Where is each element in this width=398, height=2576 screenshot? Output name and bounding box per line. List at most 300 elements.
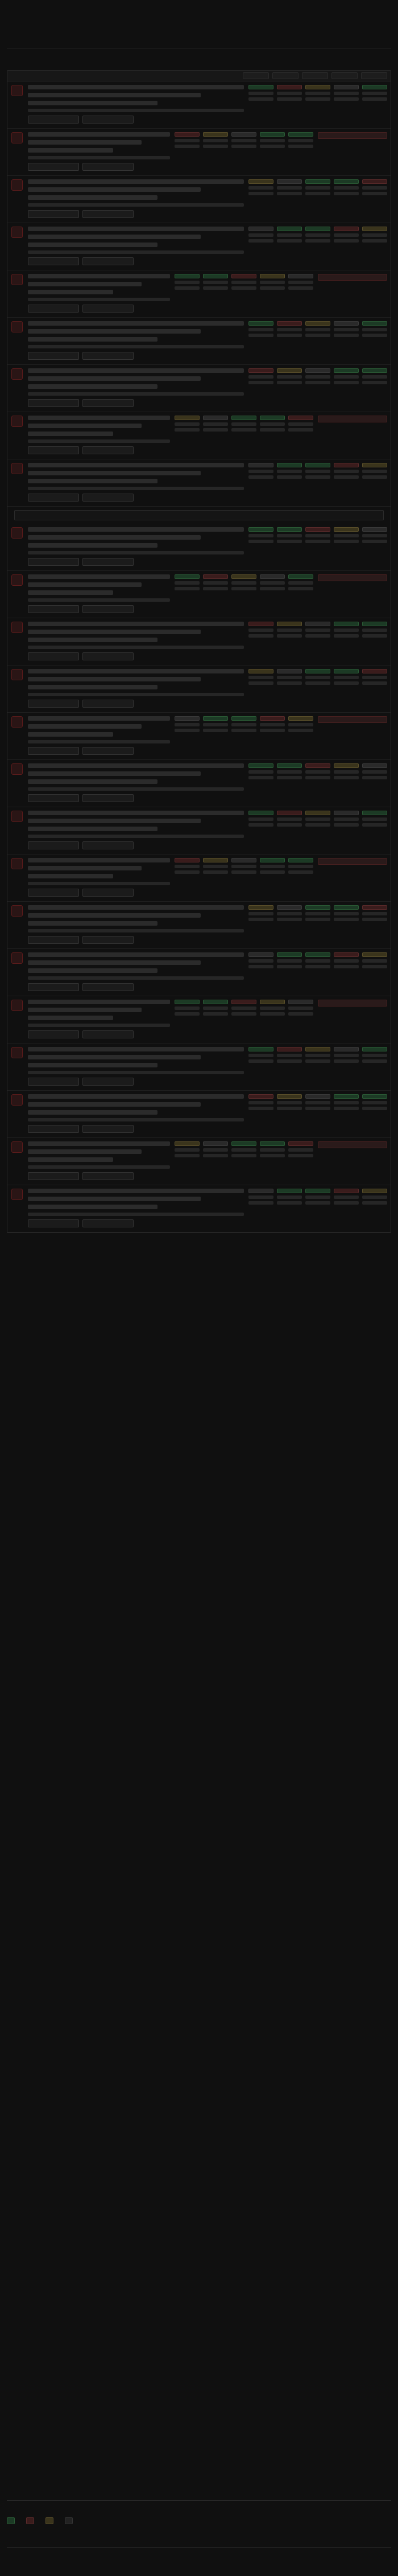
vote-bar <box>362 763 387 768</box>
table-row[interactable] <box>7 1091 391 1138</box>
party-vote <box>305 811 330 827</box>
party-vote <box>231 274 256 290</box>
table-row[interactable] <box>7 807 391 854</box>
vote-text <box>277 239 302 243</box>
row-action-button[interactable] <box>28 889 79 897</box>
vote-text <box>277 186 302 190</box>
row-party-votes <box>175 574 313 614</box>
footer <box>7 2547 391 2570</box>
row-title-line <box>28 590 113 595</box>
row-number <box>11 1189 23 1229</box>
vote-text <box>260 422 285 426</box>
party-vote <box>305 763 330 779</box>
party-vote <box>248 227 273 243</box>
vote-bar <box>288 1000 313 1004</box>
row-action-button[interactable] <box>28 983 79 991</box>
party-vote <box>203 1000 228 1016</box>
row-title[interactable] <box>28 227 244 231</box>
row-title[interactable] <box>28 132 170 137</box>
row-meta <box>28 156 170 159</box>
table-row[interactable] <box>7 854 391 902</box>
row-action-button[interactable] <box>82 210 134 218</box>
vote-bar <box>260 1141 285 1146</box>
vote-text <box>305 97 330 101</box>
vote-bar <box>203 1141 228 1146</box>
row-action-button[interactable] <box>82 1219 134 1227</box>
row-content <box>28 905 244 945</box>
row-action-button[interactable] <box>28 1030 79 1038</box>
table-row[interactable] <box>7 412 391 459</box>
row-action-button[interactable] <box>82 163 134 171</box>
row-number <box>11 274 23 314</box>
party-vote <box>175 716 200 732</box>
vote-text <box>231 139 256 142</box>
row-title[interactable] <box>28 716 170 721</box>
votes-table <box>7 70 391 1233</box>
row-meta <box>28 976 244 980</box>
vote-bar <box>277 622 302 626</box>
row-number-badge <box>11 274 23 285</box>
row-actions <box>28 305 170 313</box>
row-action-button[interactable] <box>28 700 79 708</box>
row-meta <box>28 1118 244 1121</box>
party-vote <box>260 574 285 590</box>
vote-bar <box>305 952 330 957</box>
vote-bar <box>305 321 330 326</box>
vote-bar <box>175 132 200 137</box>
table-row[interactable] <box>7 571 391 618</box>
table-row[interactable] <box>7 996 391 1043</box>
vote-text <box>248 634 273 638</box>
vote-text <box>231 145 256 148</box>
party-vote <box>305 669 330 685</box>
vote-text <box>305 817 330 821</box>
vote-bar <box>305 368 330 373</box>
vote-bar <box>277 227 302 231</box>
party-vote <box>334 905 359 921</box>
row-title[interactable] <box>28 85 244 89</box>
vote-text <box>175 581 200 585</box>
row-action-button[interactable] <box>28 1078 79 1086</box>
row-title[interactable] <box>28 179 244 184</box>
party-vote <box>277 669 302 685</box>
table-row[interactable] <box>7 270 391 318</box>
vote-text <box>231 723 256 726</box>
row-action-button[interactable] <box>82 305 134 313</box>
party-vote <box>277 1094 302 1110</box>
vote-text <box>248 92 273 95</box>
vote-text <box>277 918 302 921</box>
row-content <box>28 669 244 709</box>
vote-text <box>334 823 359 827</box>
party-vote <box>288 1141 313 1157</box>
row-action-button[interactable] <box>82 700 134 708</box>
table-row[interactable] <box>7 365 391 412</box>
row-actions <box>28 652 244 660</box>
row-action-button[interactable] <box>82 794 134 802</box>
row-number <box>11 716 23 756</box>
row-number-badge <box>11 321 23 332</box>
vote-text <box>305 1059 330 1063</box>
party-vote <box>203 858 228 874</box>
page-subtitle <box>7 48 391 67</box>
row-title[interactable] <box>28 1000 170 1004</box>
row-title-line <box>28 685 157 689</box>
row-meta <box>28 882 170 885</box>
vote-text <box>248 1201 273 1205</box>
row-action-button[interactable] <box>82 652 134 660</box>
row-action-button[interactable] <box>28 399 79 407</box>
row-action-button[interactable] <box>82 352 134 360</box>
row-action-button[interactable] <box>28 747 79 755</box>
table-row[interactable] <box>7 1043 391 1091</box>
vote-text <box>175 145 200 148</box>
row-title[interactable] <box>28 811 244 815</box>
row-action-button[interactable] <box>82 257 134 265</box>
party-vote <box>277 527 302 543</box>
row-title[interactable] <box>28 416 170 420</box>
row-title-line <box>28 432 113 436</box>
party-vote <box>231 416 256 432</box>
party-vote <box>260 416 285 432</box>
row-party-votes <box>248 1047 387 1087</box>
row-title-line <box>28 140 142 145</box>
vote-text <box>305 1195 330 1199</box>
vote-text <box>305 918 330 921</box>
party-vote <box>277 85 302 101</box>
row-actions <box>28 494 244 502</box>
vote-text <box>203 281 228 284</box>
vote-text <box>334 1054 359 1057</box>
row-meta <box>28 392 244 396</box>
row-action-button[interactable] <box>28 794 79 802</box>
row-title[interactable] <box>28 763 244 768</box>
vote-text <box>334 475 359 479</box>
table-row[interactable] <box>7 318 391 365</box>
row-action-button[interactable] <box>82 558 134 566</box>
row-title-line <box>28 543 157 548</box>
vote-bar <box>334 622 359 626</box>
table-row[interactable] <box>7 760 391 807</box>
vote-bar <box>362 463 387 467</box>
row-title[interactable] <box>28 321 244 326</box>
row-action-button[interactable] <box>28 605 79 613</box>
vote-text <box>334 328 359 331</box>
row-number-badge <box>11 368 23 380</box>
vote-text <box>175 1148 200 1152</box>
vote-bar <box>305 669 330 673</box>
section-divider <box>14 510 384 520</box>
row-action-button[interactable] <box>28 1172 79 1180</box>
row-action-button[interactable] <box>28 116 79 124</box>
row-title-line <box>28 1063 157 1067</box>
vote-text <box>248 239 273 243</box>
vote-text <box>334 1195 359 1199</box>
vote-bar <box>362 227 387 231</box>
vote-bar <box>288 1141 313 1146</box>
row-title-line <box>28 195 157 200</box>
row-content <box>28 763 244 803</box>
table-row[interactable] <box>7 176 391 223</box>
row-meta <box>28 250 244 254</box>
vote-bar <box>248 321 273 326</box>
row-title-line <box>28 471 201 475</box>
table-row[interactable] <box>7 524 391 571</box>
vote-text <box>362 1195 387 1199</box>
vote-bar <box>248 179 273 184</box>
vote-bar <box>362 179 387 184</box>
party-vote <box>305 622 330 638</box>
party-vote <box>248 527 273 543</box>
row-action-button[interactable] <box>82 747 134 755</box>
vote-text <box>260 865 285 868</box>
vote-bar <box>277 1094 302 1099</box>
row-action-button[interactable] <box>82 1030 134 1038</box>
row-action-button[interactable] <box>28 841 79 849</box>
table-row[interactable] <box>7 1138 391 1185</box>
row-action-button[interactable] <box>28 163 79 171</box>
vote-text <box>277 770 302 774</box>
row-meta <box>28 298 170 301</box>
row-action-button[interactable] <box>82 446 134 454</box>
row-action-button[interactable] <box>28 352 79 360</box>
vote-text <box>305 1201 330 1205</box>
vote-bar <box>288 132 313 137</box>
vote-bar <box>305 85 330 89</box>
vote-bar <box>334 763 359 768</box>
row-action-button[interactable] <box>28 652 79 660</box>
legend-swatch <box>7 2517 15 2524</box>
party-vote <box>305 85 330 101</box>
row-party-votes <box>175 1141 313 1181</box>
row-action-button[interactable] <box>82 1125 134 1133</box>
row-title-line <box>28 630 201 634</box>
vote-text <box>362 375 387 379</box>
row-meta <box>28 551 244 554</box>
vote-text <box>248 97 273 101</box>
vote-text <box>260 1154 285 1157</box>
row-title[interactable] <box>28 858 170 862</box>
row-actions <box>28 1172 170 1180</box>
row-title[interactable] <box>28 527 244 532</box>
vote-text <box>248 823 273 827</box>
row-number <box>11 574 23 614</box>
row-number <box>11 1000 23 1040</box>
row-action-button[interactable] <box>28 446 79 454</box>
row-content <box>28 1047 244 1087</box>
table-row[interactable] <box>7 713 391 760</box>
vote-bar <box>362 811 387 815</box>
vote-bar <box>248 1047 273 1051</box>
party-vote <box>362 463 387 479</box>
party-vote <box>362 622 387 638</box>
row-number <box>11 952 23 992</box>
col-parties <box>243 72 387 79</box>
row-action-button[interactable] <box>28 257 79 265</box>
vote-text <box>288 422 313 426</box>
party-vote <box>203 416 228 432</box>
vote-bar <box>334 85 359 89</box>
vote-text <box>305 239 330 243</box>
row-title[interactable] <box>28 463 244 467</box>
row-number <box>11 622 23 662</box>
party-vote <box>334 1094 359 1110</box>
row-action-button[interactable] <box>82 983 134 991</box>
row-number <box>11 368 23 408</box>
row-title[interactable] <box>28 574 170 579</box>
row-actions <box>28 747 170 755</box>
party-vote <box>288 416 313 432</box>
table-row[interactable] <box>7 949 391 996</box>
party-vote <box>305 905 330 921</box>
party-vote <box>362 1189 387 1205</box>
row-number <box>11 763 23 803</box>
row-title-line <box>28 638 157 642</box>
row-number-badge <box>11 85 23 96</box>
vote-text <box>248 540 273 543</box>
row-action-button[interactable] <box>82 1078 134 1086</box>
vote-text <box>248 965 273 968</box>
row-title[interactable] <box>28 368 244 373</box>
row-content <box>28 416 170 455</box>
party-vote <box>248 1189 273 1205</box>
vote-bar <box>277 321 302 326</box>
row-title[interactable] <box>28 1189 244 1193</box>
table-row[interactable] <box>7 459 391 507</box>
row-actions <box>28 352 244 360</box>
table-row[interactable] <box>7 129 391 176</box>
vote-bar <box>334 1047 359 1051</box>
row-action-button[interactable] <box>82 889 134 897</box>
row-content <box>28 132 170 172</box>
table-row[interactable] <box>7 223 391 270</box>
vote-text <box>334 470 359 473</box>
party-vote <box>260 274 285 290</box>
vote-bar <box>362 527 387 532</box>
vote-bar <box>305 463 330 467</box>
vote-text <box>334 1101 359 1104</box>
row-action-button[interactable] <box>28 558 79 566</box>
row-number <box>11 905 23 945</box>
vote-bar <box>203 716 228 721</box>
vote-text <box>260 145 285 148</box>
row-note <box>318 132 387 139</box>
row-content <box>28 811 244 851</box>
row-title[interactable] <box>28 274 170 278</box>
row-title[interactable] <box>28 1141 170 1146</box>
row-actions <box>28 163 170 171</box>
row-action-button[interactable] <box>82 936 134 944</box>
table-row[interactable] <box>7 902 391 949</box>
row-action-button[interactable] <box>28 1125 79 1133</box>
vote-text <box>362 97 387 101</box>
row-title-line <box>28 479 157 483</box>
row-title[interactable] <box>28 952 244 957</box>
vote-text <box>305 92 330 95</box>
vote-bar <box>334 321 359 326</box>
row-party-votes <box>175 858 313 898</box>
vote-text <box>277 192 302 195</box>
party-vote <box>362 952 387 968</box>
table-row[interactable] <box>7 1185 391 1232</box>
vote-bar <box>175 1141 200 1146</box>
vote-text <box>288 723 313 726</box>
party-vote <box>277 1189 302 1205</box>
vote-text <box>260 581 285 585</box>
row-content <box>28 463 244 503</box>
row-title[interactable] <box>28 622 244 626</box>
vote-text <box>248 1101 273 1104</box>
row-number <box>11 321 23 361</box>
row-action-button[interactable] <box>28 210 79 218</box>
row-note <box>318 416 387 422</box>
party-vote <box>175 416 200 432</box>
row-action-button[interactable] <box>28 305 79 313</box>
vote-bar <box>175 858 200 862</box>
table-row[interactable] <box>7 81 391 129</box>
row-action-button[interactable] <box>28 494 79 502</box>
party-vote <box>231 716 256 732</box>
vote-text <box>260 1148 285 1152</box>
row-title-line <box>28 677 201 681</box>
party-vote <box>334 463 359 479</box>
vote-text <box>248 776 273 779</box>
row-content <box>28 227 244 266</box>
row-action-button[interactable] <box>28 1219 79 1227</box>
row-title[interactable] <box>28 1047 244 1051</box>
row-action-button[interactable] <box>82 1172 134 1180</box>
table-row[interactable] <box>7 665 391 713</box>
vote-text <box>175 422 200 426</box>
vote-text <box>175 1006 200 1010</box>
row-action-button[interactable] <box>28 936 79 944</box>
row-number-badge <box>11 858 23 869</box>
row-action-button[interactable] <box>82 494 134 502</box>
row-action-button[interactable] <box>82 116 134 124</box>
vote-bar <box>203 274 228 278</box>
row-title[interactable] <box>28 905 244 910</box>
vote-text <box>203 1012 228 1016</box>
vote-text <box>305 912 330 915</box>
row-meta <box>28 646 244 649</box>
vote-text <box>231 581 256 585</box>
party-vote <box>231 574 256 590</box>
vote-text <box>362 475 387 479</box>
row-action-button[interactable] <box>82 399 134 407</box>
vote-text <box>362 770 387 774</box>
vote-bar <box>362 85 387 89</box>
vote-text <box>305 965 330 968</box>
row-action-button[interactable] <box>82 605 134 613</box>
party-vote <box>248 179 273 195</box>
party-vote <box>305 179 330 195</box>
vote-bar <box>277 179 302 184</box>
vote-text <box>248 918 273 921</box>
table-header <box>7 71 391 81</box>
vote-text <box>231 422 256 426</box>
party-vote <box>277 227 302 243</box>
vote-text <box>203 139 228 142</box>
table-row[interactable] <box>7 618 391 665</box>
vote-text <box>277 1195 302 1199</box>
party-vote <box>305 527 330 543</box>
vote-text <box>260 723 285 726</box>
row-title[interactable] <box>28 669 244 673</box>
row-action-button[interactable] <box>82 841 134 849</box>
party-vote <box>277 463 302 479</box>
vote-bar <box>248 763 273 768</box>
row-title[interactable] <box>28 1094 244 1099</box>
